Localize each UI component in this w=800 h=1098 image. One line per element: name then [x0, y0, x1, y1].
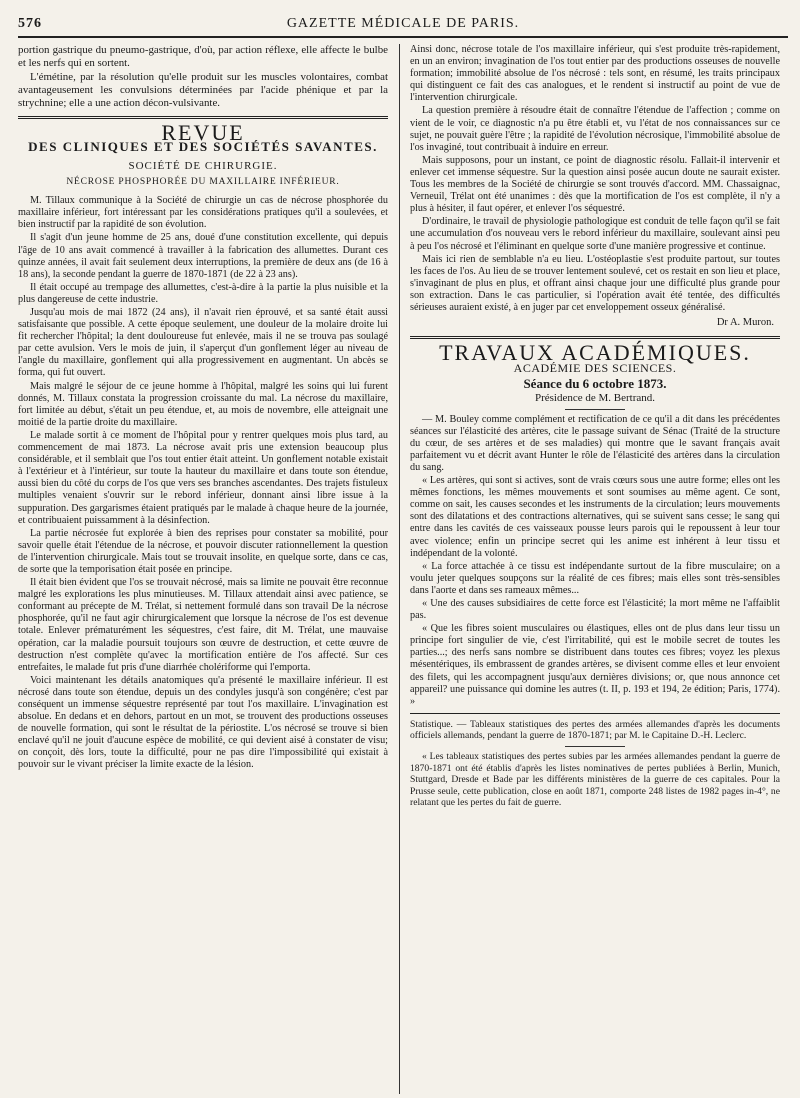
right-column [410, 44, 780, 1094]
article-paragraph: Il s'agit d'un jeune homme de 25 ans, doué d'une constitution excellente, qui depuis l'âge de 10 ans avait commencé à travailler à la fabrication des allumettes. Durant ces quinze années, il avait fait seulement deux interruptions, la première de deux ans (de 16 à 18 ans), la seconde pendant la guerre de 1870-1871 (de 22 à 23 ans). [18, 232, 388, 280]
stats-paragraph: « Les tableaux statistiques des pertes subies par les armées allemandes pendant la guerre de 1870-1871 ont été établis d'après les listes nominatives de pertes publiées à Berlin, Munich, Stuttgard, Dresde et Bade par les différents ministères de la guerre de ces capitales. Pour la Prusse seule, cette publication, close en août 1871, comporte 248 listes de 1982 pages in-4°, ne relatant que les pertes du fait de guerre. [410, 751, 780, 809]
article-paragraph: La partie nécrosée fut explorée à bien des reprises pour constater sa mobilité, pour savoir quelle était l'étendue de la nécrose, et pouvoir discuter rationnellement la question de l'intervention chirurgicale. Mais tout se trouvait insolite, en quelque sorte, dans ce cas, de sorte que la temporisation était posée en principe. [18, 527, 388, 575]
running-title: GAZETTE MÉDICALE DE PARIS. [286, 16, 520, 31]
left-column [18, 44, 388, 1094]
article-paragraph: Voici maintenant les détails anatomiques qu'a présenté le maxillaire inférieur. Il est nécrosé dans toute son étendue, depuis un des condyles jusqu'à son congénère; c'est par conséquent un immense séquestre représenté par tout l'os maxillaire. L'invagination est absolue. En dedans et en dehors, partout en un mot, se trouvent des productions osseuses de nouvelle formation, qui sont le résultat de la périostite. L'os nécrosé se trouve si bien enclavé qu'il ne jouit d'aucune espèce de mobilité, ce qui devient aisé à constater de visu; on conçoit, dès lors, toute la difficulté, pour ne pas dire l'impossibilité qui existait à pouvoir sur le vivant préciser la limite exacte de la lésion. [18, 674, 388, 771]
section-divider [410, 336, 780, 339]
society-heading: SOCIÉTÉ DE CHIRURGIE. [128, 160, 278, 173]
travaux-title: TRAVAUX ACADÉMIQUES. [439, 339, 751, 365]
intro-paragraph: portion gastrique du pneumo-gastrique, d'où, par action réflexe, elle affecte le bulbe et les nerfs qui en sortent. [18, 44, 388, 69]
academy-paragraph: « Une des causes subsidiaires de cette force est l'élasticité; la mort même ne l'affaiblit pas. [410, 598, 780, 622]
academy-heading: ACADÉMIE DES SCIENCES. [513, 360, 677, 375]
academy-paragraph: « La force attachée à ce tissu est indépendante surtout de la fibre musculaire; on a voulu jeter quelques soupçons sur la réalité de ces fibres; mais elles sont très-sensibles dans l'aorte et dans ses rameaux mêmes... [410, 560, 780, 596]
article-paragraph: Il était bien évident que l'os se trouvait nécrosé, mais sa limite ne pouvait être reconnue malgré les explorations les plus minutieuses. M. Tillaux attendait ainsi avec patience, se conformant au précepte de M. Trélat, si nettement formulé dans son travail De la nécrose phosphorée, qu'il ne faut agir chirurgicalement que lorsque la nécrose de l'os est devenue totale. Enlever prématurément les séquestres, c'est faire, dit M. Trélat, une mauvaise opération, car la maladie poursuit toujours son œuvre de destruction, et cette œuvre de destruction n'est complète qu'avec la mortification entière de l'os affecté. Sur ces entrefaites, le malade fut pris d'une diarrhée cholériforme qui l'emporta. [18, 577, 388, 673]
article-paragraph: La question première à résoudre était de connaître l'étendue de l'affection ; comme on vient de le voir, ce diagnostic n'a pu être établi et, vu l'état de nos connaissances sur ce sujet, ne pouvait guère l'être ; la rapidité de l'évolution nécrosique, l'immobilité absolue de l'os invaginé, tout contribuait à induire en erreur. [410, 105, 780, 153]
article-paragraph: D'ordinaire, le travail de physiologie pathologique est conduit de telle façon qu'il se fait une accumulation d'os nouveau vers le rebord inférieur du maxillaire, soulevant ainsi peu à peu l'os nécrosé et l'éliminant en quelque sorte d'une manière progressive et continue. [410, 216, 780, 252]
article-paragraph: M. Tillaux communique à la Société de chirurgie un cas de nécrose phosphorée du maxillaire inférieur, fort intéressant par les considérations pratiques qu'il a soulevées, et bien instructif par la rapidité de son évolution. [18, 195, 388, 231]
short-divider [565, 409, 625, 410]
stats-heading: Statistique. — Tableaux statistiques des pertes des armées allemandes d'après les documents officiels allemands, pendant la guerre de 1870-1871; par M. le Capitaine D.-H. Leclerc. [410, 718, 780, 742]
academy-paragraph: « Les artères, qui sont si actives, sont de vrais cœurs sous une autre forme; elles ont les mêmes fonctions, les mêmes mouvements et sont soumises au même agent. Ce sont, comme on sait, les causes secondes et les instruments de la circulation; leurs mouvements sont des dilatations et des contractions alternatives, qui se suivent sans cesse; le sang qui entre dans les cavités de ces vaisseaux pousse leurs parois qui le repoussent à leur tour avec violence; enfin un principe secret qui les anime est inhérent à leur tissu et indépendant de la volonté. [410, 475, 780, 559]
revue-subtitle: DES CLINIQUES ET DES SOCIÉTÉS SAVANTES. [28, 139, 378, 155]
article-subject: NÉCROSE PHOSPHORÉE DU MAXILLAIRE INFÉRIEUR. [66, 177, 340, 188]
academy-paragraph: « Que les fibres soient musculaires ou élastiques, elles ont de plus dans leur tissu un principe fort singulier de vie, c'est l'irritabilité, qui est le mobile secret de toutes les parties...; des nerfs sans nombre se distribuent dans toutes ces fibres; voyez les plexus mésentériques, ils embrassent de grandes artères, se divisent comme elles et leur envoient des filets, qui les accompagnent jusqu'aux dernières divisions; or, que nous annonce cet appareil? une puissance qui domine les autres (t. II, p. 193 et 194, 2e édition; Paris, 1774). » [410, 623, 780, 707]
journal-page [18, 14, 788, 1094]
column-rule [399, 44, 400, 1094]
article-paragraph: Mais supposons, pour un instant, ce point de diagnostic résolu. Fallait-il intervenir et enlever cet immense séquestre. Sur la question ainsi posée aucun doute ne saurait exister. Tous les membres de la Société de chirurgie se sont trouvés d'accord. MM. Chassaignac, Verneuil, Trélat ont été unanimes : dès que la mortification de l'os est complète, il n'y a plus à hésiter, il faut opérer, et enlever l'os séquestré. [410, 154, 780, 215]
section-divider [18, 116, 388, 119]
seance-heading: Séance du 6 octobre 1873. [523, 375, 667, 391]
article-paragraph: Ainsi donc, nécrose totale de l'os maxillaire inférieur, qui s'est produite très-rapidement, en un an environ; invagination de l'os tout entier par des productions osseuses de nouvelle formation; immobilité absolue de l'os nécrosé : tels sont, en résumé, les traits principaux qui distinguent ce fait des cas analogues, et le rendent si instructif au point de vue de l'intervention chirurgicale. [410, 44, 780, 104]
article-signature: Dr A. Muron. [716, 317, 774, 329]
academy-paragraph: — M. Bouley comme complément et rectification de ce qu'il a dit dans les précédentes séances sur l'élasticité des artères, cite le passage suivant de Sénac (Traité de la structure du cœur, de ses artères et de ses maladies) qui montre que le savant français avait parfaitement vu et décrit avant Hunter le rôle de l'élasticité des artères dans la circulation du sang. [410, 413, 780, 473]
article-paragraph: Mais malgré le séjour de ce jeune homme à l'hôpital, malgré les soins qui lui furent donnés, M. Tillaux constata la progression croissante du mal. La nécrose du maxillaire, fort limitée au début, s'était un peu étendue, et, au mois de novembre, elle atteignait une moitié de la partie droite du maxillaire. [18, 380, 388, 428]
short-divider [565, 746, 625, 747]
article-paragraph: Le malade sortit à ce moment de l'hôpital pour y rentrer quelques mois plus tard, au commencement de mai 1873. La nécrose avait pris une extension beaucoup plus considérable, et il semblait que l'os tout entier était atteint. Un gonflement notable existait à l'extérieur et à l'intérieur, sur toute la hauteur du maxillaire et dans toute son étendue, aussi bien du côté du corps de l'os que vers ses branches ascendantes. Des trajets fistuleux multiples venaient s'ouvrir sur le rebord inférieur, donnant ainsi libre issue à la suppuration. Des gargarismes étaient pratiqués par le malade à chaque heure de la journée, et contribuaient puissamment à la désinfection. [18, 429, 388, 526]
article-paragraph: Mais ici rien de semblable n'a eu lieu. L'ostéoplastie s'est produite partout, sur toutes les faces de l'os. Au lieu de se trouver lentement soulevé, cet os restait en son lieu et place, s'invaginant de plus en plus, et offrant ainsi chaque jour une difficulté plus grande pour son extraction. Dans le cas particulier, si l'opération avait été tentée, des difficultés sérieuses auraient existé, à en juger par cet enveloppement osseux généralisé. [410, 253, 780, 313]
article-paragraph: Jusqu'au mois de mai 1872 (24 ans), il n'avait rien éprouvé, et sa santé était aussi satisfaisante que possible. A cette époque seulement, une douleur de la molaire droite lui fit rechercher l'hôpital; la dent douloureuse fut enlevée, mais il ne se trouva pas soulagé par cette avulsion. Vers le mois de juin, il s'aperçut d'un gonflement léger au niveau de l'angle du maxillaire, gonflement qui alla progressivement en augmentant. Un abcès se forma, qui fut ouvert. [18, 307, 388, 379]
section-divider [410, 713, 780, 714]
page-number: 576 [18, 16, 42, 31]
revue-title: REVUE [161, 119, 245, 145]
presidence-line: Présidence de M. Bertrand. [534, 391, 656, 404]
page-header [18, 14, 788, 38]
article-paragraph: Il était occupé au trempage des allumettes, c'est-à-dire à la partie la plus nuisible et la plus dangereuse de cette industrie. [18, 281, 388, 305]
intro-paragraph: L'émétine, par la résolution qu'elle produit sur les muscles volontaires, combat avantageusement les convulsions déterminées par l'acide phénique et par la strychnine; elle a une action décon-vulsivante. [18, 70, 388, 109]
